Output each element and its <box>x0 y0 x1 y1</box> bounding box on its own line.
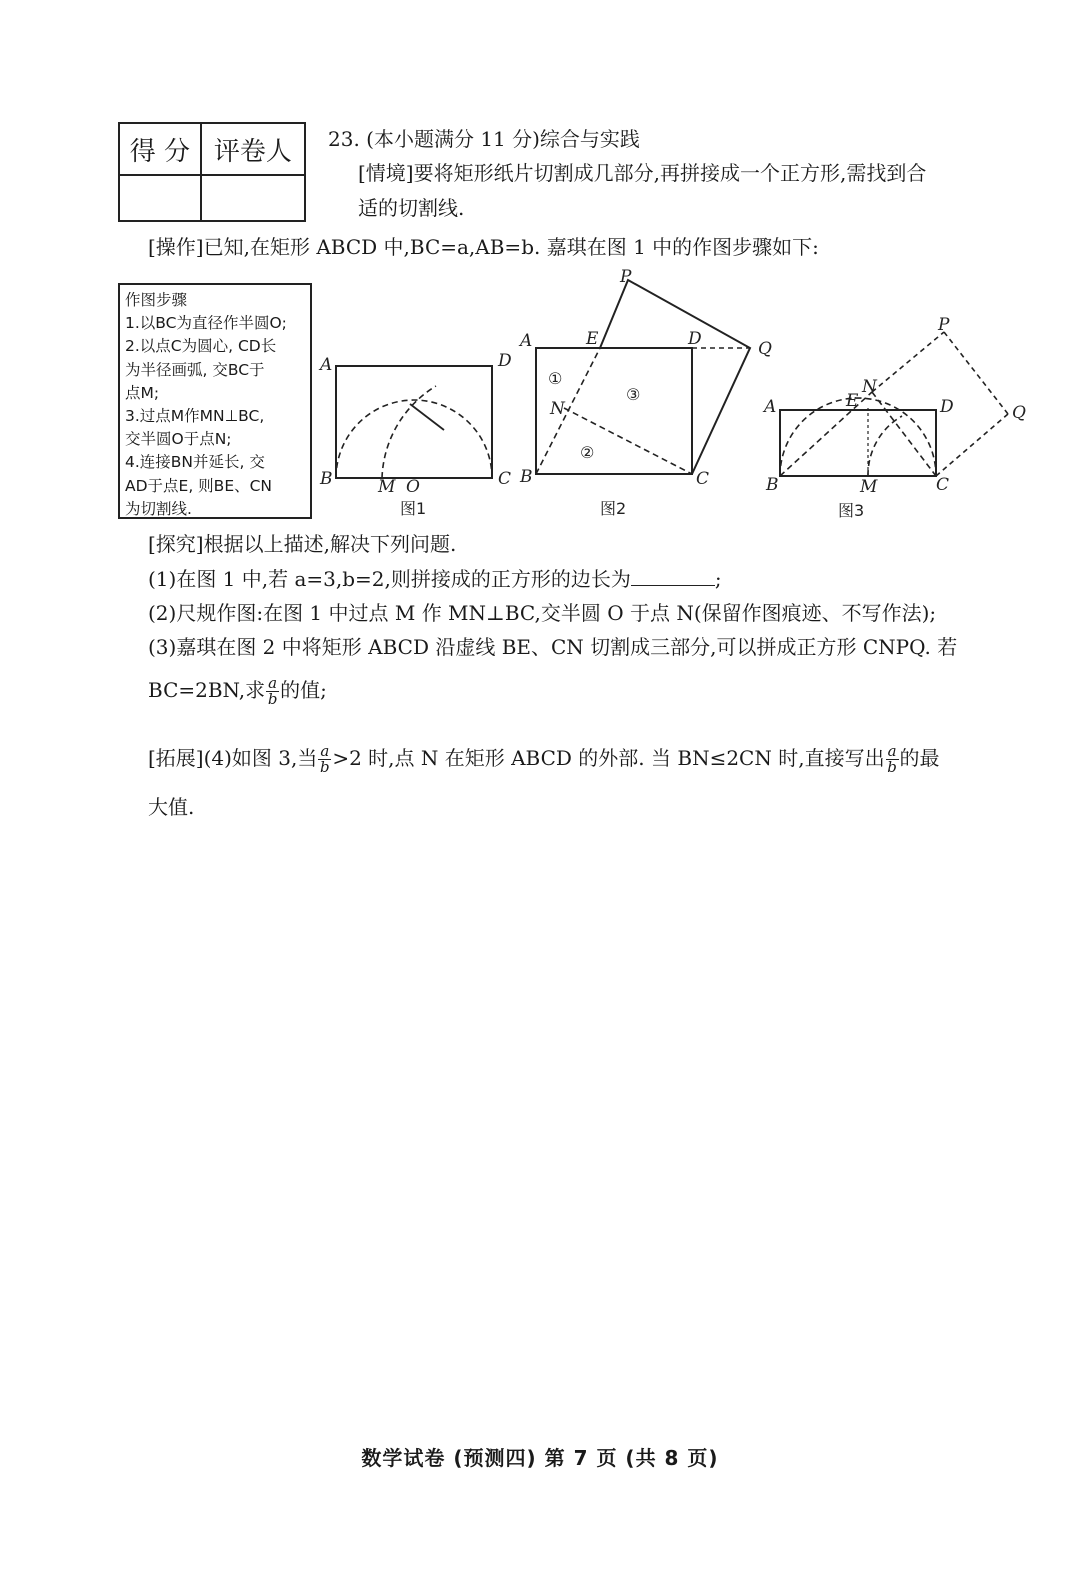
question-4-text-b: >2 时,点 N 在矩形 ABCD 的外部. 当 BN≤2CN 时,直接写出 <box>332 746 885 770</box>
fig2-region-3: ③ <box>626 385 641 404</box>
fig2-label-n: N <box>550 399 565 419</box>
fig2-region-2: ② <box>580 443 595 462</box>
steps-line: 4.连接BN并延长, 交 <box>125 453 265 472</box>
score-header: 得 分 <box>119 123 201 175</box>
steps-line: AD于点E, 则BE、CN <box>125 476 273 495</box>
fig3-label-n: N <box>862 377 877 397</box>
question-3-text-b: 的值; <box>280 678 327 702</box>
fraction-denominator: b <box>320 758 330 776</box>
page-footer: 数学试卷 (预测四) 第 7 页 (共 8 页) <box>361 1446 719 1470</box>
fraction-a-over-b <box>318 744 331 775</box>
figure-3 <box>762 312 1034 520</box>
question-4-text-c: 的最 <box>899 746 940 770</box>
situation-line-1: [情境]要将矩形纸片切割成几部分,再拼接成一个正方形,需找到合 <box>358 161 927 185</box>
fig2-caption: 图2 <box>600 499 627 518</box>
fig3-label-m: M <box>860 477 878 497</box>
score-cell[interactable] <box>119 175 201 221</box>
steps-line: 1.以BC为直径作半圆O; <box>125 314 287 333</box>
fig1-label-c: C <box>498 469 512 489</box>
fig3-label-d: D <box>940 397 954 417</box>
fig2-label-e: E <box>586 329 599 349</box>
question-3-line-1: (3)嘉琪在图 2 中将矩形 ABCD 沿虚线 BE、CN 切割成三部分,可以拼成正方形 CNPQ. 若 <box>148 635 958 659</box>
fraction-a-over-b <box>886 744 899 775</box>
fig2-label-q: Q <box>758 339 772 359</box>
fig1-label-o: O <box>406 477 420 497</box>
fig1-label-m: M <box>378 477 396 497</box>
question-2: (2)尺规作图:在图 1 中过点 M 作 MN⊥BC,交半圆 O 于点 N(保留作图痕迹、不写作法); <box>148 601 937 625</box>
fig3-line-np <box>872 332 944 392</box>
fig2-label-d: D <box>688 329 702 349</box>
steps-line: 2.以点C为圆心, CD长 <box>125 337 277 356</box>
fig2-label-a: A <box>520 331 533 351</box>
fig2-cut-cn <box>564 408 692 474</box>
question-4-line-2: 大值. <box>148 795 195 819</box>
figure-1 <box>316 346 526 520</box>
score-table <box>118 122 306 222</box>
grader-header: 评卷人 <box>201 123 305 175</box>
steps-line: 交半圆O于点N; <box>125 430 232 449</box>
fraction-denominator: b <box>887 758 897 776</box>
figure-2 <box>512 264 788 520</box>
steps-line: 点M; <box>125 383 160 402</box>
fig3-label-b: B <box>766 475 779 495</box>
construction-steps-box <box>118 283 312 519</box>
fig2-label-p: P <box>620 267 632 287</box>
fig2-label-b: B <box>520 467 533 487</box>
question-1-end: ; <box>714 567 722 591</box>
fig2-region-1: ① <box>548 369 563 388</box>
fig3-caption: 图3 <box>838 501 865 520</box>
grader-cell[interactable] <box>201 175 305 221</box>
steps-line: 为半径画弧, 交BC于 <box>125 360 265 379</box>
steps-line: 作图步骤 <box>125 291 188 309</box>
fig2-square-outline <box>600 280 750 474</box>
question-3-text-a: BC=2BN,求 <box>148 678 266 702</box>
question-4-text-a: [拓展](4)如图 3,当 <box>148 746 318 770</box>
operation-text: [操作]已知,在矩形 ABCD 中,BC=a,AB=b. 嘉琪在图 1 中的作图步骤如下: <box>148 235 819 259</box>
question-1-text: (1)在图 1 中,若 a=3,b=2,则拼接成的正方形的边长为 <box>148 567 631 591</box>
fraction-denominator: b <box>267 690 278 708</box>
fraction-a-over-b <box>266 676 279 707</box>
fig1-label-b: B <box>320 469 333 489</box>
situation-line-2: 适的切割线. <box>358 196 465 220</box>
fig1-label-d: D <box>498 351 512 371</box>
fig1-label-a: A <box>320 355 333 375</box>
fraction-numerator: a <box>320 742 330 760</box>
fig1-segment <box>410 404 444 430</box>
fig3-line-qc <box>936 414 1008 476</box>
fig1-arc <box>382 386 436 478</box>
question-3-line-2 <box>148 676 327 707</box>
fig1-semicircle <box>336 400 492 478</box>
steps-line: 3.过点M作MN⊥BC, <box>125 407 265 426</box>
question-4-line-1 <box>148 744 940 775</box>
fig3-label-p: P <box>938 315 950 335</box>
answer-blank[interactable] <box>631 567 715 586</box>
question-1 <box>148 566 722 592</box>
explore-intro: [探究]根据以上描述,解决下列问题. <box>148 532 457 556</box>
fig1-caption: 图1 <box>400 499 427 518</box>
fig3-label-e: E <box>846 391 859 411</box>
fig3-label-c: C <box>936 475 950 495</box>
fig3-label-a: A <box>764 397 777 417</box>
fraction-numerator: a <box>887 742 897 760</box>
fraction-numerator: a <box>268 674 278 692</box>
question-title: 23. (本小题满分 11 分)综合与实践 <box>328 127 640 151</box>
steps-line: 为切割线. <box>125 499 192 518</box>
fig3-label-q: Q <box>1012 403 1026 423</box>
fig2-label-c: C <box>696 469 710 489</box>
